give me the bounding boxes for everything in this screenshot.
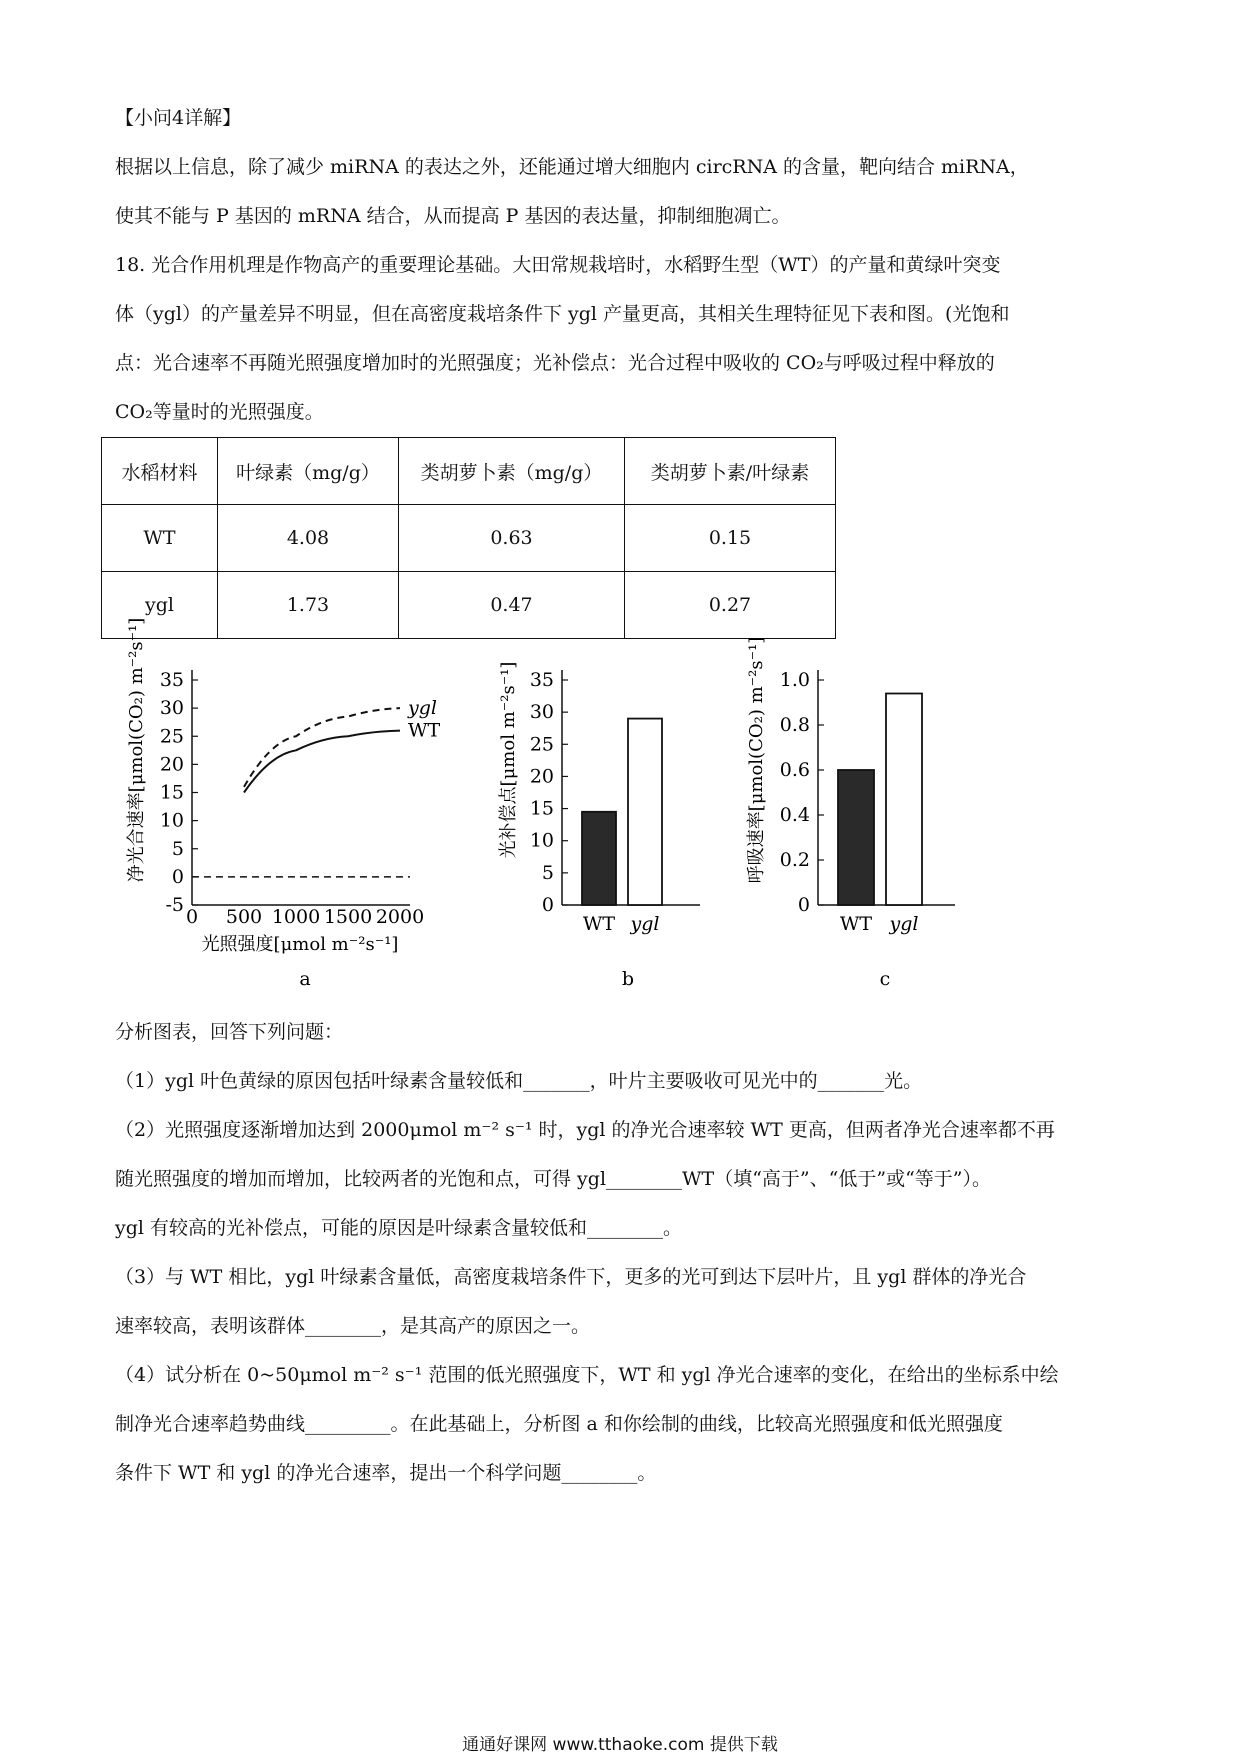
x-tick-label: WT — [839, 913, 873, 935]
table-cell: 0.47 — [399, 572, 625, 639]
y-tick-label: -5 — [165, 894, 184, 916]
legend-label: ygl — [408, 697, 437, 720]
section-heading: 【小问4详解】 — [115, 107, 242, 129]
question-line: 条件下 WT 和 ygl 的净光合速率，提出一个科学问题________。 — [115, 1462, 657, 1484]
y-tick-label: 35 — [159, 669, 184, 691]
x-tick-label: 2000 — [375, 906, 425, 928]
bar-ygl — [886, 694, 922, 906]
y-tick-label: 30 — [159, 697, 184, 720]
chart-caption: b — [621, 968, 635, 990]
table-cell: WT — [102, 505, 218, 572]
y-tick-label: 5 — [171, 837, 184, 860]
series-line-WT — [244, 731, 400, 793]
y-tick-label: 0.8 — [779, 714, 810, 736]
bar-WT — [582, 812, 616, 905]
analysis-intro: 分析图表，回答下列问题： — [115, 1021, 344, 1043]
y-tick-label: 0.2 — [779, 849, 810, 871]
y-axis-label: 净光合速率[μmol(CO₂) m⁻²s⁻¹] — [126, 617, 147, 883]
chart-c — [746, 637, 955, 990]
table-cell: 4.08 — [218, 505, 399, 572]
x-tick-label: 1500 — [323, 906, 373, 928]
x-tick-label: 500 — [225, 906, 263, 928]
y-tick-label: 25 — [159, 725, 184, 748]
chart-caption: c — [879, 968, 891, 990]
x-tick-label: ygl — [889, 913, 919, 935]
question-line: ygl 有较高的光补偿点，可能的原因是叶绿素含量较低和________。 — [115, 1217, 683, 1239]
y-tick-label: 0 — [541, 894, 554, 916]
y-tick-label: 0 — [797, 894, 810, 916]
y-tick-label: 15 — [529, 797, 554, 820]
question-line: （3）与 WT 相比，ygl 叶绿素含量低，高密度栽培条件下，更多的光可到达下层叶片，且 ygl 群体的净光合 — [115, 1266, 1027, 1288]
y-tick-label: 5 — [541, 861, 554, 884]
question-line: 随光照强度的增加而增加，比较两者的光饱和点，可得 ygl________WT（填“高于”、“低于”或“等于”）。 — [115, 1168, 991, 1190]
y-tick-label: 20 — [529, 765, 554, 788]
answer-line: 使其不能与 P 基因的 mRNA 结合，从而提高 P 基因的表达量，抑制细胞凋亡。 — [115, 205, 791, 227]
y-tick-label: 35 — [529, 669, 554, 691]
table-cell: 0.63 — [399, 505, 625, 572]
table-header: 水稻材料 — [102, 438, 218, 505]
question-18-line: CO₂等量时的光照强度。 — [115, 401, 324, 423]
y-tick-label: 0.4 — [779, 804, 810, 826]
x-tick-label: 1000 — [271, 906, 321, 928]
question-line: （1）ygl 叶色黄绿的原因包括叶绿素含量较低和_______，叶片主要吸收可见光中的_______光。 — [115, 1070, 923, 1092]
chart-b — [498, 662, 700, 990]
chart-caption: a — [299, 968, 311, 990]
question-line: 速率较高，表明该群体________，是其高产的原因之一。 — [115, 1315, 591, 1337]
page-footer: 通通好课网 www.tthaoke.com 提供下载 — [462, 1735, 778, 1755]
x-tick-label: 0 — [185, 906, 199, 928]
y-tick-label: 20 — [159, 753, 184, 776]
y-tick-label: 15 — [159, 781, 184, 804]
x-tick-label: ygl — [630, 913, 660, 935]
table-header: 类胡萝卜素/叶绿素 — [625, 438, 836, 505]
y-tick-label: 0 — [171, 865, 184, 888]
chart-a — [126, 618, 441, 990]
y-tick-label: 0.6 — [779, 759, 810, 781]
y-tick-label: 10 — [159, 809, 184, 832]
bar-ygl — [628, 719, 662, 905]
question-18-line: 点：光合速率不再随光照强度增加时的光照强度；光补偿点：光合过程中吸收的 CO₂与呼吸过程中释放的 — [115, 352, 995, 374]
table-cell: 1.73 — [218, 572, 399, 639]
y-axis-label: 呼吸速率[μmol(CO₂) m⁻²s⁻¹] — [746, 636, 767, 884]
legend-label: WT — [408, 719, 441, 742]
question-line: （4）试分析在 0~50μmol m⁻² s⁻¹ 范围的低光照强度下，WT 和 ygl 净光合速率的变化，在给出的坐标系中绘 — [115, 1364, 1059, 1386]
answer-line: 根据以上信息，除了减少 miRNA 的表达之外，还能通过增大细胞内 circRNA 的含量，靶向结合 miRNA， — [115, 156, 1029, 178]
y-tick-label: 1.0 — [779, 669, 810, 691]
y-tick-label: 30 — [529, 701, 554, 724]
question-line: （2）光照强度逐渐增加达到 2000μmol m⁻² s⁻¹ 时，ygl 的净光合速率较 WT 更高，但两者净光合速率都不再 — [115, 1119, 1055, 1141]
table-header: 类胡萝卜素（mg/g） — [399, 438, 625, 505]
table-header: 叶绿素（mg/g） — [218, 438, 399, 505]
y-tick-label: 25 — [529, 733, 554, 756]
question-18-line: 18. 光合作用机理是作物高产的重要理论基础。大田常规栽培时，水稻野生型（WT）的产量和黄绿叶突变 — [115, 254, 1001, 276]
table-cell: 0.27 — [625, 572, 836, 639]
bar-WT — [838, 770, 874, 905]
x-axis-label: 光照强度[μmol m⁻²s⁻¹] — [201, 934, 399, 955]
series-line-ygl — [244, 708, 400, 787]
table-cell: ygl — [102, 572, 218, 639]
question-18-line: 体（ygl）的产量差异不明显，但在高密度栽培条件下 ygl 产量更高，其相关生理特征见下表和图。(光饱和 — [115, 303, 1010, 325]
x-tick-label: WT — [582, 913, 616, 935]
question-line: 制净光合速率趋势曲线_________。在此基础上，分析图 a 和你绘制的曲线，比较高光照强度和低光照强度 — [115, 1413, 1003, 1435]
y-axis-label: 光补偿点[μmol m⁻²s⁻¹] — [498, 661, 519, 859]
y-tick-label: 10 — [529, 829, 554, 852]
table-cell: 0.15 — [625, 505, 836, 572]
